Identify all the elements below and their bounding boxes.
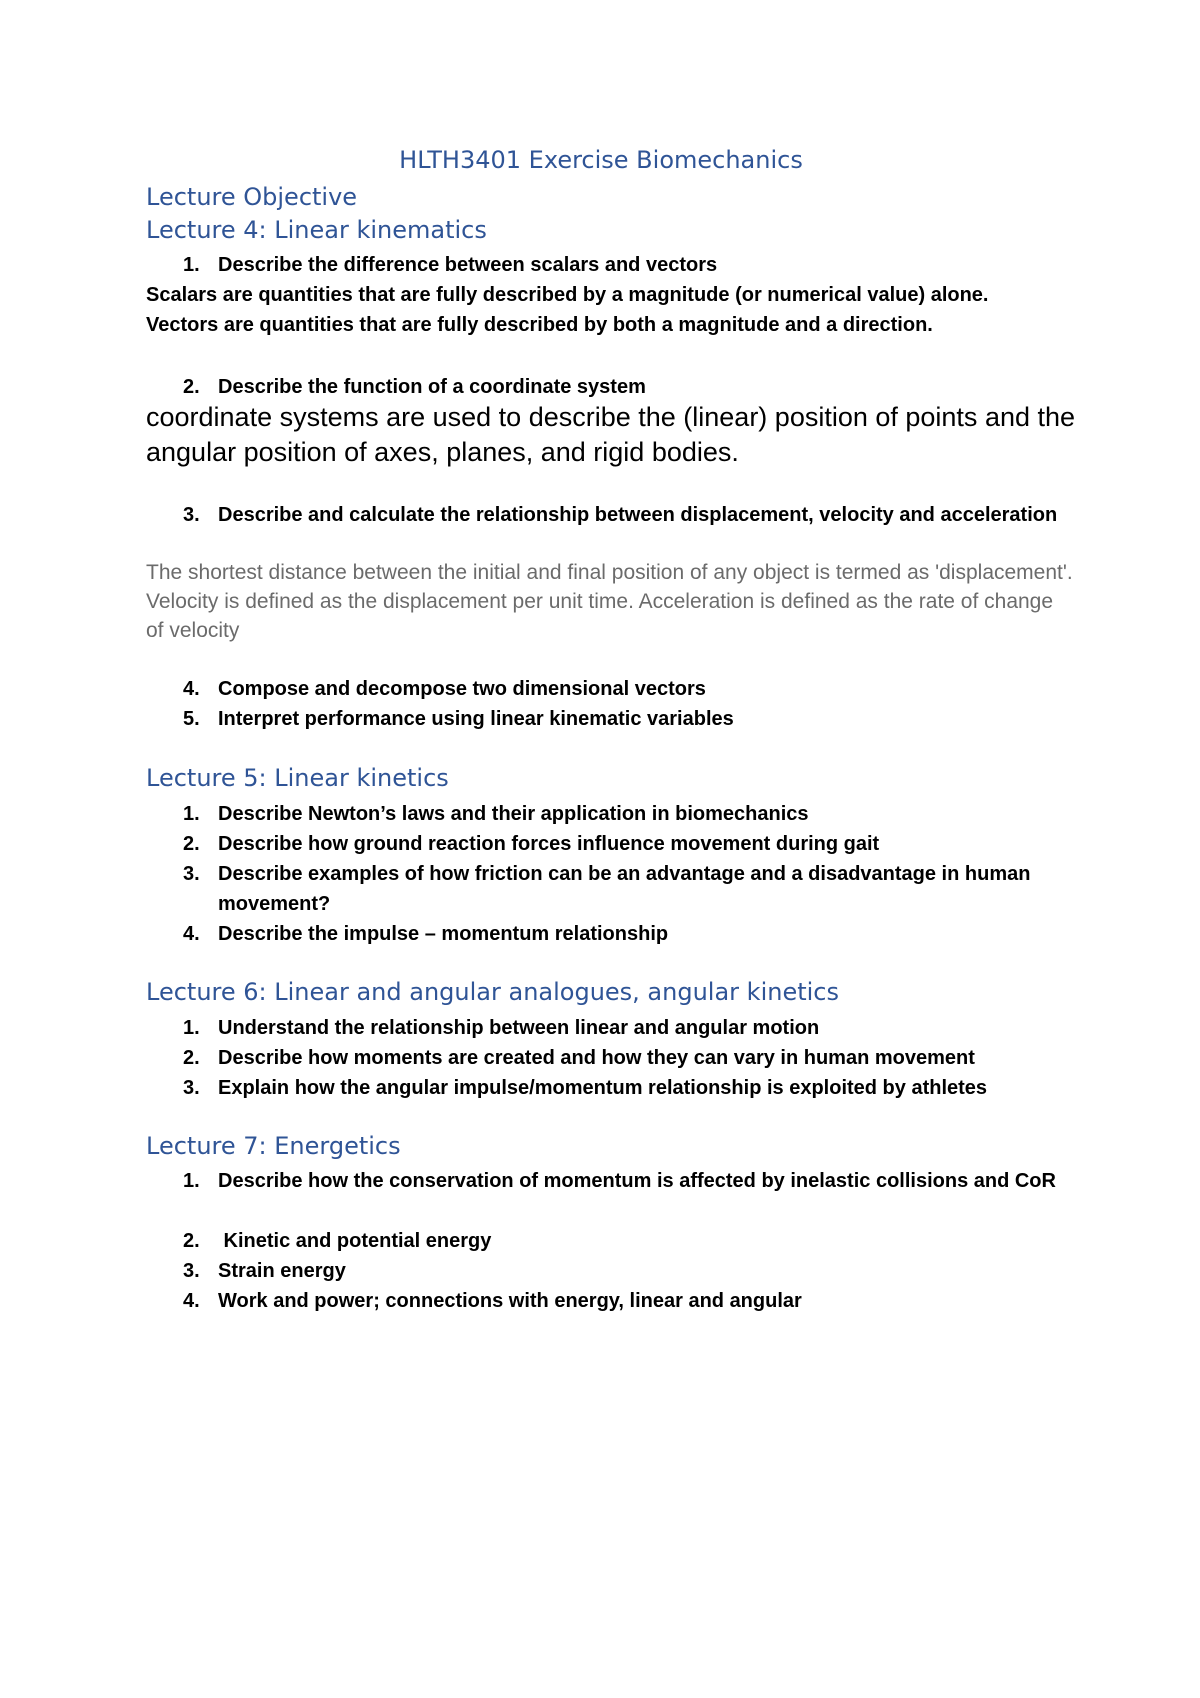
list-text: Describe Newton’s laws and their application in biomechanics <box>218 803 809 825</box>
list-number: 1. <box>183 803 200 825</box>
list-number: 1. <box>183 1017 200 1039</box>
list-item <box>146 1073 1076 1103</box>
lecture-6-heading: Lecture 6: Linear and angular analogues, angular kinetics <box>146 978 839 1006</box>
list-text: Understand the relationship between linear and angular motion <box>218 1017 820 1039</box>
list-number: 2. <box>183 1230 200 1252</box>
list-number: 4. <box>183 1290 200 1312</box>
list-item <box>146 1043 1076 1073</box>
list-number: 2. <box>183 376 200 398</box>
list-text: Describe and calculate the relationship between displacement, velocity and acceleration <box>218 504 1058 526</box>
answer-text: Vectors are quantities that are fully described by both a magnitude and a direction. <box>146 314 933 336</box>
list-item <box>146 500 1076 530</box>
list-text: Compose and decompose two dimensional vectors <box>218 678 706 700</box>
list-text: Kinetic and potential energy <box>218 1230 492 1252</box>
list-text: Describe the impulse – momentum relationship <box>218 923 669 945</box>
list-number: 4. <box>183 923 200 945</box>
list-text: Describe examples of how friction can be an advantage and a disadvantage in human movement? <box>218 863 1031 915</box>
list-item <box>146 919 1076 949</box>
list-item <box>146 1013 1076 1043</box>
list-text: Describe the function of a coordinate system <box>218 376 646 398</box>
list-item <box>146 250 1076 280</box>
list-item <box>146 1226 1076 1256</box>
list-text: Describe how the conservation of momentum is affected by inelastic collisions and CoR <box>218 1170 1056 1192</box>
list-number: 4. <box>183 678 200 700</box>
list-text: Work and power; connections with energy, linear and angular <box>218 1290 802 1312</box>
answer-text: Scalars are quantities that are fully described by a magnitude (or numerical value) alone. <box>146 284 989 306</box>
list-text: Describe how ground reaction forces influence movement during gait <box>218 833 880 855</box>
lecture-7-heading: Lecture 7: Energetics <box>146 1132 401 1160</box>
list-number: 5. <box>183 708 200 730</box>
objective-heading: Lecture Objective <box>146 183 358 211</box>
list-text: Describe how moments are created and how they can vary in human movement <box>218 1047 975 1069</box>
document-title: HLTH3401 Exercise Biomechanics <box>399 146 803 174</box>
list-number: 3. <box>183 1260 200 1282</box>
list-item <box>146 1166 1076 1196</box>
list-item <box>146 704 1076 734</box>
list-item <box>146 1286 1076 1316</box>
answer-text: The shortest distance between the initial and final position of any object is termed as 'displacement'. Velocity is defined as the displacement per unit time. Acceleration is defined as the rate of change of velocity <box>146 561 1073 642</box>
answer-text: coordinate systems are used to describe the (linear) position of points and the angular position of axes, planes, and rigid bodies. <box>146 402 1076 467</box>
lecture-4-heading: Lecture 4: Linear kinematics <box>146 216 487 244</box>
list-text: Explain how the angular impulse/momentum relationship is exploited by athletes <box>218 1077 988 1099</box>
list-item <box>146 1256 1076 1286</box>
list-text: Describe the difference between scalars and vectors <box>218 254 718 276</box>
list-text: Strain energy <box>218 1260 346 1282</box>
list-item <box>146 372 1076 402</box>
list-number: 1. <box>183 1170 200 1192</box>
list-item <box>146 799 1076 829</box>
list-item <box>146 674 1076 704</box>
list-item <box>146 859 1076 919</box>
list-number: 3. <box>183 504 200 526</box>
list-number: 2. <box>183 833 200 855</box>
list-number: 2. <box>183 1047 200 1069</box>
list-number: 3. <box>183 1077 200 1099</box>
list-number: 1. <box>183 254 200 276</box>
lecture-5-heading: Lecture 5: Linear kinetics <box>146 764 449 792</box>
list-number: 3. <box>183 863 200 885</box>
list-text: Interpret performance using linear kinematic variables <box>218 708 734 730</box>
list-item <box>146 829 1076 859</box>
